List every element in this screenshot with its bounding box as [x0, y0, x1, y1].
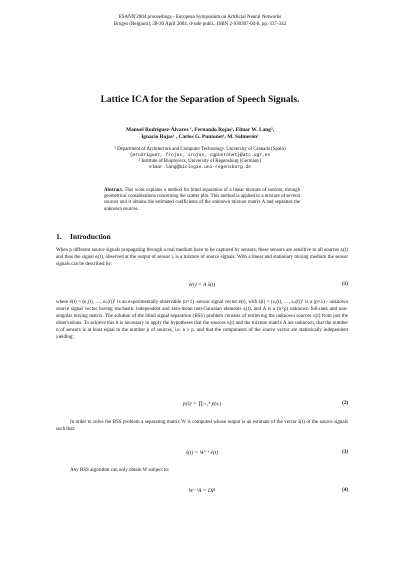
equation-4 [56, 488, 348, 498]
proceedings-header-line-1: ESANN'2004 proceedings - European Symposium on Artificial Neural Networks [118, 15, 282, 20]
paragraph-2: where ē(t) = (e₁(t), …, eₙ(t))ᵀ is an experimentally observable (n×1) -sensor signal vector e(t), with s̄(t) = (s₁(t), …, sₚ(t))ᵀ is a (p×1) - unknown source signal vector having stochastic independent and zero-mean non-Gaussian elements sᵢ(t), and A is a (n×p) unknown full-rank and non-singular mixing matrix. The solution of the blind signal separation (BSS) problem consists of retrieving the unknown sources sᵢ(t) from just the observations. To achieve this it is necessary to apply the hypotheses that the sources sᵢ(t) and the mixture matrix A are unknown, that the number n of sensors is at least equal to the number p of sources, i.e. n ≥ p, and that the components of the source vector are statistically independent yielding: [56, 300, 348, 340]
equation-3 [56, 450, 348, 460]
abstract [104, 188, 300, 213]
paragraph-3: In order to solve the BSS problem a separating matrix W is computed whose output is an estimate of the vector s̄(t) of the source signals such that: [56, 420, 348, 432]
section-heading [56, 232, 111, 241]
equation-2 [56, 401, 348, 411]
equation-1-number: (1) [342, 282, 348, 287]
paper-title: Lattice ICA for the Separation of Speech Signals. [100, 95, 300, 105]
affiliation-1: ¹ Department of Architecture and Computer Technology. University of Granada (Spain) [114, 147, 286, 152]
equation-4-number: (4) [342, 488, 348, 493]
equation-1 [56, 282, 348, 292]
affiliation-2: ² Institute of Biophysics, University of Regensburg (Germany) [138, 159, 262, 164]
section-title: Introduction [70, 232, 111, 241]
section-number: 1. [56, 232, 62, 241]
equation-4-formula: W⁻¹A = DP [188, 488, 216, 494]
proceedings-header-line-2: Bruges (Belgium), 28-30 April 2004, d-side publi., ISBN 2-930307-04-8, pp. 337-342 [113, 22, 287, 27]
equation-3-number: (3) [342, 450, 348, 455]
affiliation-1-emails: {mrodriguez, frojas, irojas, cgpuntonet}@atc.ugr.es [129, 153, 271, 158]
authors-line-1: Manuel Rodriguez-Álvarez ¹, Fernando Rojas¹, Elmar W. Lang², [126, 127, 274, 133]
paragraph-4: Any BSS algorithm can only obtain W subject to: [70, 468, 170, 473]
equation-2-formula: p(s̄) = ∏ᵢ₌₁ⁿ p(sᵢ) [182, 401, 222, 407]
equation-2-number: (2) [342, 401, 348, 406]
abstract-label: Abstract. [104, 188, 124, 193]
equation-1-formula: ē(t) = A s̄(t) [188, 282, 216, 288]
paragraph-1: When p different source signals propagating through a real medium have to be captured by sensors, these sensors are sensitive to all sources sᵢ(t) and thus the signal eᵢ(t), observed at the output of sensor i, is a mixture of source signals. With a linear and stationary mixing medium the sensor signals can be described by: [56, 248, 348, 267]
authors-line-2: Ignacio Rojas¹ , Carlos G. Puntonet¹, M. Salmerón¹ [141, 134, 259, 140]
equation-3-formula: ŝ(t) = W⁻¹ ē(t) [185, 450, 219, 456]
abstract-text: This work explains a method for blind separation of a linear mixture of sources, through geometrical considerations concerning the scatter plot. This method is applied to a mixture of several sources and it obtains the estimated coefficients of the unknown mixture matrix A and separates the unknown sources. [104, 188, 300, 212]
affiliation-2-emails: elmar.lang@biologie.uni-regensburg.de [149, 165, 251, 170]
